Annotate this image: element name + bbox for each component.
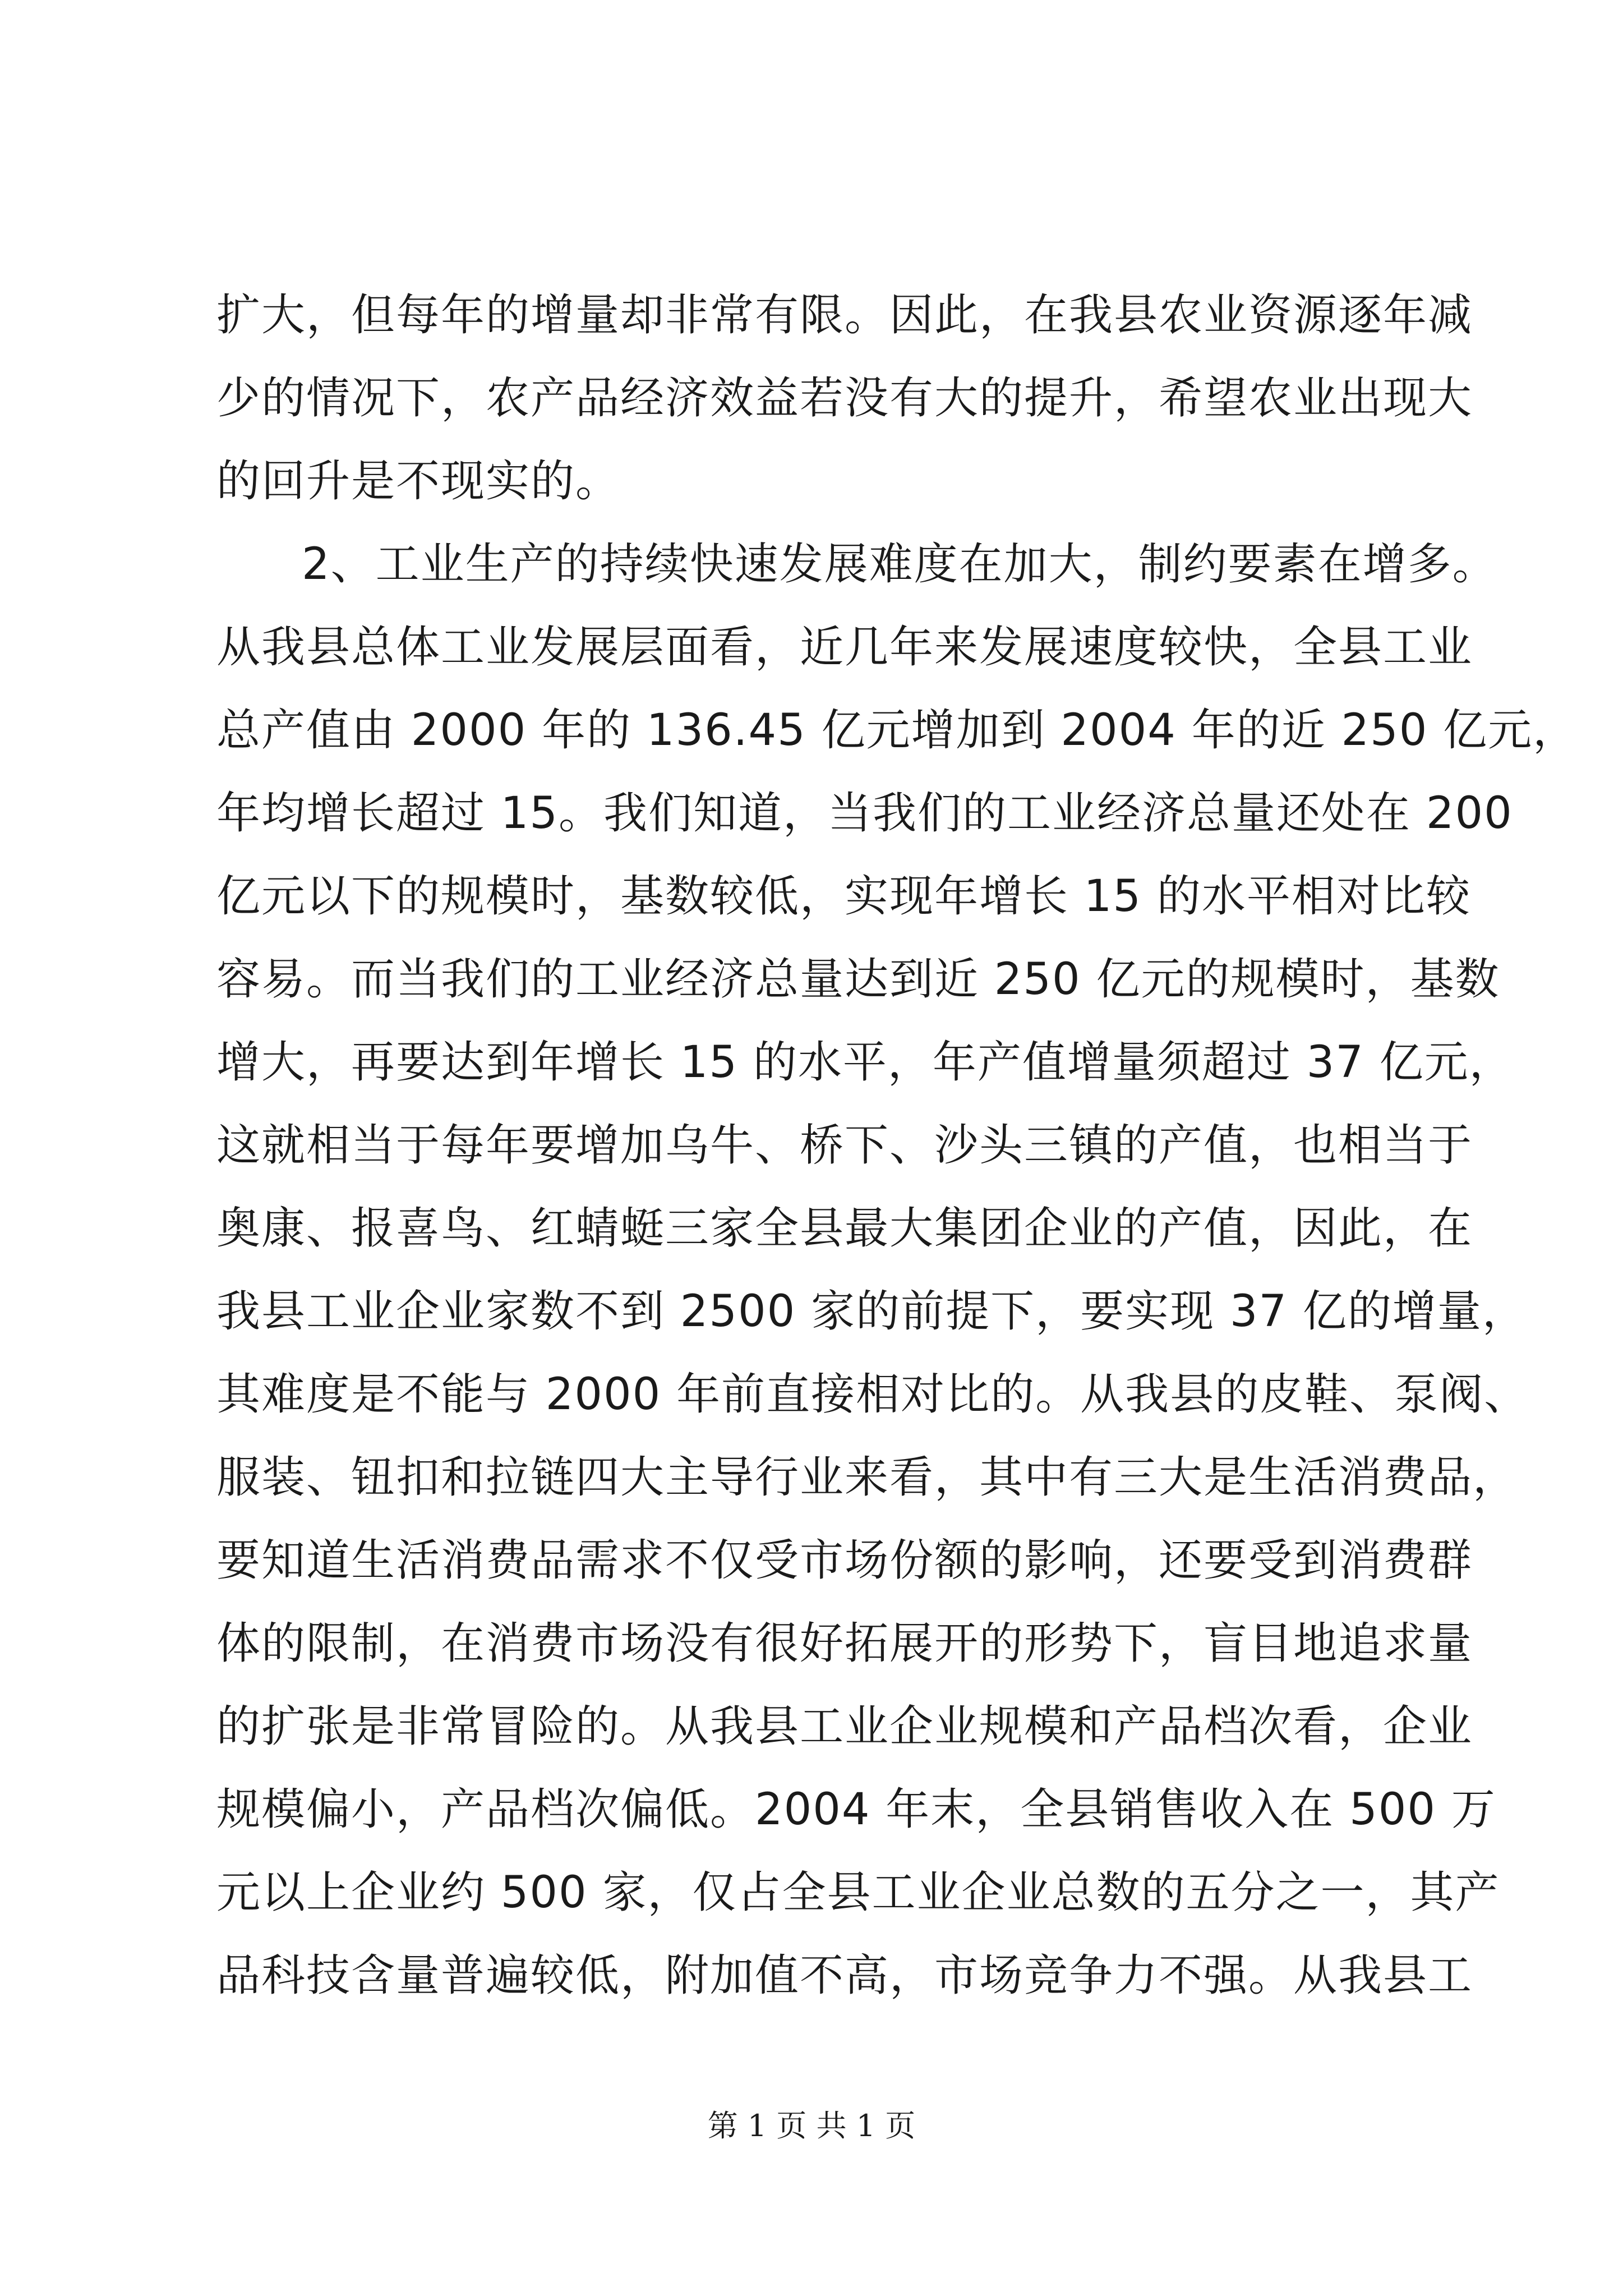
text-line-16: 要知道生活消费品需求不仅受市场份额的影响，还要受到消费群: [216, 1535, 1473, 1586]
body-text: [216, 274, 1578, 2017]
text-line-3: 的回升是不现实的。: [216, 456, 621, 507]
text-line-5: 从我县总体工业发展层面看，近几年来发展速度较快，全县工业: [216, 622, 1473, 673]
text-line-14: 其难度是不能与 2000 年前直接相对比的。从我县的皮鞋、泵阀、: [216, 1369, 1529, 1420]
text-line-4: 2、工业生产的持续快速发展难度在加大，制约要素在增多。: [302, 539, 1497, 590]
text-line-2: 少的情况下，农产品经济效益若没有大的提升，希望农业出现大: [216, 373, 1473, 424]
text-line-10: 增大，再要达到年增长 15 的水平，年产值增量须超过 37 亿元，: [216, 1037, 1514, 1088]
text-line-13: 我县工业企业家数不到 2500 家的前提下，要实现 37 亿的增量，: [216, 1286, 1527, 1337]
text-line-21: 品科技含量普遍较低，附加值不高，市场竞争力不强。从我县工: [216, 1950, 1473, 2001]
text-line-15: 服装、钮扣和拉链四大主导行业来看，其中有三大是生活消费品，: [216, 1452, 1518, 1503]
text-line-1: 扩大，但每年的增量却非常有限。因此，在我县农业资源逐年减: [216, 290, 1473, 341]
text-line-11: 这就相当于每年要增加乌牛、桥下、沙头三镇的产值，也相当于: [216, 1120, 1473, 1171]
text-line-8: 亿元以下的规模时，基数较低，实现年增长 15 的水平相对比较: [216, 871, 1471, 922]
page-number-footer: 第 1 页 共 1 页: [707, 2108, 916, 2143]
text-line-18: 的扩张是非常冒险的。从我县工业企业规模和产品档次看，企业: [216, 1701, 1473, 1752]
text-line-17: 体的限制，在消费市场没有很好拓展开的形势下，盲目地追求量: [216, 1618, 1473, 1669]
text-line-9: 容易。而当我们的工业经济总量达到近 250 亿元的规模时，基数: [216, 954, 1500, 1005]
text-line-12: 奥康、报喜鸟、红蜻蜓三家全县最大集团企业的产值，因此，在: [216, 1203, 1473, 1254]
text-line-19: 规模偏小，产品档次偏低。2004 年末，全县销售收入在 500 万: [216, 1784, 1496, 1835]
text-line-7: 年均增长超过 15。我们知道，当我们的工业经济总量还处在 200: [216, 788, 1513, 839]
text-line-6: 总产值由 2000 年的 136.45 亿元增加到 2004 年的近 250 亿元，: [216, 705, 1578, 756]
text-line-20: 元以上企业约 500 家，仅占全县工业企业总数的五分之一，其产: [216, 1867, 1500, 1918]
